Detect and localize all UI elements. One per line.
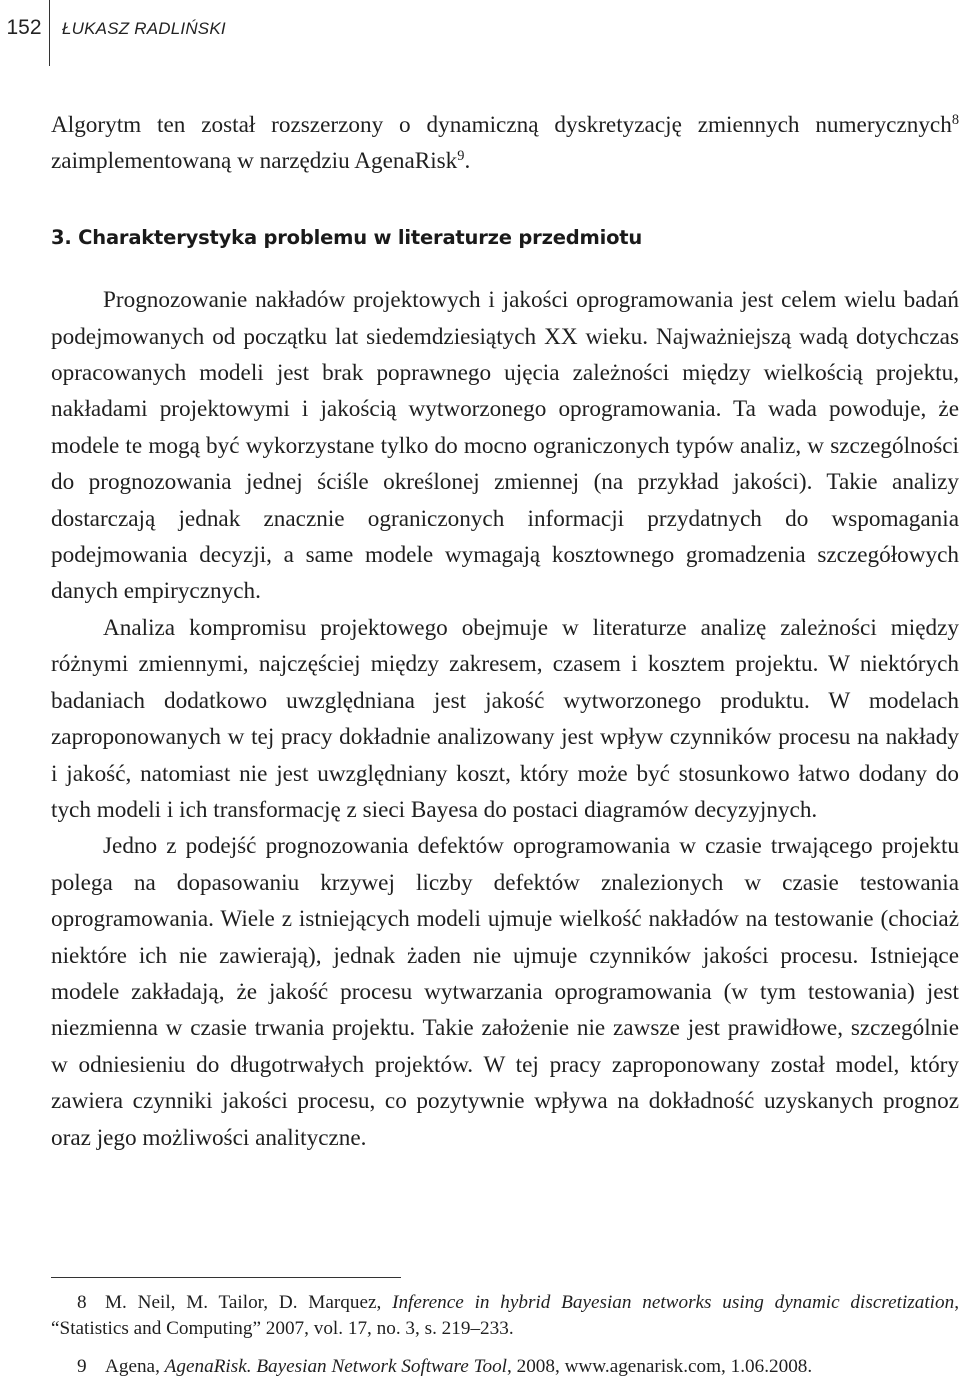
running-head-author: ŁUKASZ RADLIŃSKI bbox=[62, 19, 226, 38]
header-divider bbox=[49, 0, 50, 66]
footnote-8 bbox=[51, 1290, 959, 1341]
footnote-9 bbox=[51, 1354, 959, 1380]
section-heading: 3. Charakterystyka problemu w literaturze przedmiotu bbox=[51, 225, 643, 249]
paragraph-2: Analiza kompromisu projektowego obejmuje w literaturze analizę zależności między różnymi zmiennymi, najczęściej między zakresem, czasem i kosztem projektu. W niektórych badaniach dodatkowo uwzględniana jest jakość wytworzonego produktu. W modelach zaproponowanych w tej pracy dokładnie analizowany jest wpływ czynników procesu na nakłady i jakość, natomiast nie jest uwzględniany koszt, który może być stosunkowo łatwo dodany do tych modeli i ich transformację z sieci Bayesa do postaci diagramów decyzyjnych. bbox=[51, 614, 959, 823]
footnote-divider bbox=[51, 1277, 401, 1278]
footnote-authors: M. Neil, M. Tailor, D. Marquez, bbox=[105, 1292, 393, 1313]
footnote-authors: Agena, bbox=[105, 1356, 165, 1377]
footnote-ref-8[interactable]: 8 bbox=[951, 112, 959, 129]
intro-paragraph bbox=[51, 107, 959, 180]
paragraph-1: Prognozowanie nakładów projektowych i jakości oprogramowania jest celem wielu badań podejmowanych od początku lat siedemdziesiątych XX wieku. Najważniejszą wadą dotychczas opracowanych modeli jest brak poprawnego ujęcia zależności między wielkością projektu, nakładami projektowymi i jakością wytworzonego oprogramowania. Ta wada powoduje, że modele te mogą być wykorzystane tylko do mocno ograniczonych typów analiz, w szczególności do prognozowania jednej ściśle określonej zmiennej (na przykład jakości). Takie analizy dostarczają jednak znacznie ograniczonych informacji przydatnych do wspomagania podejmowania decyzji, a same modele wymagają kosztownego gromadzenia szczegółowych danych empirycznych. bbox=[51, 287, 959, 605]
footnote-title: AgenaRisk. Bayesian Network Software Tool bbox=[164, 1356, 508, 1377]
page-number: 152 bbox=[6, 16, 42, 39]
page-body bbox=[51, 107, 959, 1156]
footnote-title: Inference in hybrid Bayesian networks using dynamic discretization bbox=[392, 1292, 955, 1313]
footnote-mark: 9 bbox=[77, 1356, 87, 1377]
footnote-ref-9[interactable]: 9 bbox=[457, 148, 465, 165]
footnote-details: , 2008, www.agenarisk.com, 1.06.2008. bbox=[507, 1356, 813, 1377]
intro-text-start: Algorytm ten został rozszerzony o dynamiczną dyskretyzację zmiennych numerycznych bbox=[51, 112, 952, 138]
page-header bbox=[0, 0, 960, 66]
intro-text-end: . bbox=[464, 148, 471, 175]
footnote-mark: 8 bbox=[77, 1292, 87, 1313]
footnote-details: , “Statistics and Computing” 2007, vol. 17, no. 3, s. 219–233. bbox=[51, 1292, 959, 1339]
intro-text-middle: zaimplementowaną w narzędziu AgenaRisk bbox=[51, 148, 458, 175]
spacer bbox=[51, 180, 959, 220]
footnotes bbox=[51, 1290, 959, 1393]
paragraph-3: Jedno z podejść prognozowania defektów oprogramowania w czasie trwającego projektu polega na dopasowaniu krzywej liczby defektów znalezionych w czasie testowania oprogramowania. Wiele z istniejących modeli ujmuje wielkość nakładów na testowanie (chociaż niektóre ich nie zawierają), jednak żaden nie ujmuje czynników jakości procesu. Istniejące modele zakładają, że jakość procesu wytwarzania oprogramowania (w tym testowania) jest niezmienna w czasie trwania projektu. Takie założenie nie zawsze jest prawidłowe, szczególnie w odniesieniu do długotrwałych projektów. W tej pracy zaproponowany został model, który zawiera czynniki jakości procesu, co pozytywnie wpływa na dokładność uzyskanych prognoz oraz jego możliwości analityczne. bbox=[51, 833, 959, 1151]
